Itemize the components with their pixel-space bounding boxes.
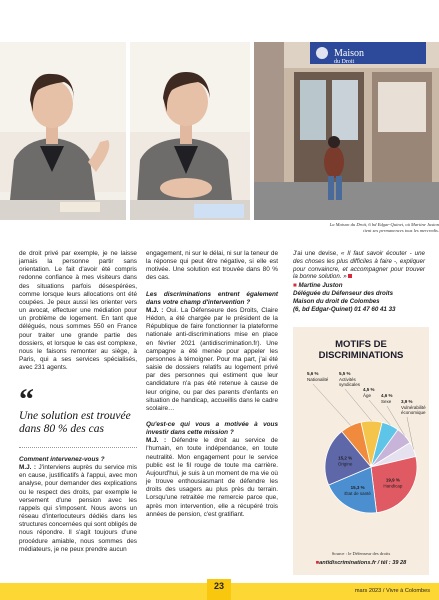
signature-name: Martine Juston	[298, 282, 343, 290]
answer1-initials: M.J. :	[146, 306, 164, 314]
footer-publication: Vivre à Colombes	[385, 588, 430, 594]
pull-quote: Une solution est trouvée dans 80 % des cas	[19, 410, 131, 435]
photo-woman-smiling	[130, 42, 250, 220]
photo-caption	[254, 222, 439, 233]
category-label-1: État de santé	[344, 491, 371, 497]
pull-quote-divider	[19, 447, 137, 448]
photo-maison-du-droit	[254, 42, 439, 220]
photo-woman-gesturing	[0, 42, 126, 220]
category-label-7-0: Vulnérabilité	[401, 405, 426, 410]
category-label-0: Handicap	[383, 483, 403, 489]
sign-line1: Maison	[334, 48, 364, 59]
chart-link-text: antidiscriminations.fr / tél : 39 28	[319, 560, 407, 566]
signature-office: Maison du droit de Colombes	[293, 297, 380, 305]
caption-line1: La Maison du Droit, 6 bd Edgar-Quinet, où Martine Juston	[329, 222, 439, 227]
data-label-4: 5,5 %	[339, 371, 351, 376]
footer-date: mars 2023	[354, 588, 382, 594]
page-number: 23	[213, 581, 224, 591]
data-label-2: 15,2 %	[338, 455, 353, 461]
category-label-7-1: économique	[401, 410, 426, 415]
signature-contact: (6, bd Edgar-Quinet) 01 47 60 41 33	[293, 305, 396, 313]
pull-quote-mark: “	[19, 383, 34, 416]
quote-intro: J'ai une devise,	[293, 250, 341, 257]
data-label-1: 15,3 %	[350, 485, 365, 491]
data-label-0: 19,9 %	[385, 477, 400, 483]
footer-issue: mars 2023 / Vivre à Colombes	[354, 588, 430, 594]
category-label-5-0: Âge	[363, 393, 372, 398]
chart-link: ■antidiscriminations.fr / tél : 39 28	[315, 560, 407, 566]
chart-source: Source : le Défenseur des droits	[331, 551, 391, 556]
col2-paragraph: engagement, ni sur le délai, ni sur la teneur de la réponse qui peut être négative, si elle est motivée. Une solution est trouvée dans 80 % des cas.	[146, 250, 278, 282]
answer-initials: M.J. :	[19, 464, 37, 472]
category-label-2: Origine	[337, 461, 353, 467]
answer1-text: Oui. La Défenseure des Droits, Claire Hédon, a été chargée par le président de la République de faire fonctionner la plateforme nationale anti-discriminations mise en place en février 2021 (antidiscrimination.fr). Une campagne a été menée pour appeler les personnes à témoigner. Pour ma part, j'ai été saisie de dossiers relatifs au logement privé par des personnes qui estiment que leur candidature n'a pas été retenue à cause de leur origine, ou par des parents d'enfants en situation de handicap, accueillis dans le cadre scolaire…	[146, 306, 278, 412]
category-label-6-0: Sexe	[381, 399, 392, 404]
signature-title: Déléguée du Défenseur des droits	[293, 289, 394, 297]
data-label-7: 3,9 %	[401, 399, 413, 404]
answer2-text: Défendre le droit au service de l'humain, en toute indépendance, en toute neutralité. Mon engagement pour le service public est le fil rouge de toute ma carrière. Aujourd'hui, je suis à un moment de ma vie où je trouve enthousiasmant de défendre les droits des usagers au plus près du terrain. Lorsqu'une retraitée me remercie parce que, après mon intervention, elle a récupéré trois années de pension, c'est gratifiant.	[146, 437, 278, 518]
question-discriminations: Les discriminations entrent également dans votre champ d'intervention ?	[146, 290, 278, 306]
question-intervene: Comment intervenez-vous ?	[19, 456, 105, 463]
column-2	[146, 250, 278, 519]
sign-line2: du Droit	[334, 59, 355, 65]
column-1-lower	[19, 456, 137, 554]
caption-line2: tient ses permanences tous les mercredis.	[363, 227, 439, 233]
data-label-3: 5,6 %	[307, 371, 319, 376]
col1-paragraph: de droit privé par exemple, je ne laisse jamais la personne partir sans orientation. Le fait d'avoir été compris redonne confiance à mes visiteurs dans des situations parfois désespérées, comme lorsque leurs allocations ont été coupées. Je peux aussi les orienter vers un avocat, effectuer une médiation pour un problème de logement. En tant que délégués, nous sommes 550 en France pour traiter une grande partie des dossiers, et lorsque le cas est complexe, nous le faisons remonter au siège, à Paris, qui a ses services spécialisés, avec 231 agents.	[19, 250, 137, 372]
column-1	[19, 250, 137, 372]
leader-line-3	[313, 384, 351, 426]
end-mark	[348, 274, 352, 278]
pie-chart	[293, 367, 429, 567]
chart-panel	[293, 327, 429, 575]
chart-title: MOTIFS DE DISCRIMINATIONS	[318, 339, 404, 361]
column-3: J'ai une devise, « Il faut savoir écouter - une des choses les plus difficiles à faire -, expliquer pour convaincre, et accompagner pour trouver la bonne solution. » ■ Martine Juston Déléguée du Défenseur des droits Maison du droit de Colombes (6, bd Edgar-Quinet) 01 47 60 41 33	[293, 250, 425, 313]
quote-text: « Il faut savoir écouter - une des choses les plus difficiles à faire -, expliquer pour convaincre, et accompagner pour trouver la bonne solution. »	[293, 250, 425, 281]
data-label-6: 4,6 %	[381, 393, 393, 398]
answer2-initials: M.J. :	[146, 437, 167, 445]
category-label-4-0: Activités	[339, 377, 356, 382]
data-label-5: 4,5 %	[363, 387, 375, 392]
question-motivation: Qu'est-ce qui vous a motivée à vous investir dans cette mission ?	[146, 420, 278, 437]
category-label-4-1: syndicales	[339, 382, 361, 387]
answer-text: J'interviens auprès du service mis en cause, justificatifs à l'appui, avec mon analyse, pour demander des explications ou le respect des droits, par exemple le versement d'une pension avec les rappels qui s'imposent. Nous avons un réseau d'interlocuteurs dédiés dans les structures concernées qui sont obligés de nous répondre. Il s'agit toujours d'une procédure amiable, nous sommes des médiateurs, je ne peux prendre aucun	[19, 464, 137, 553]
category-label-3-0: Nationalité	[307, 377, 329, 382]
